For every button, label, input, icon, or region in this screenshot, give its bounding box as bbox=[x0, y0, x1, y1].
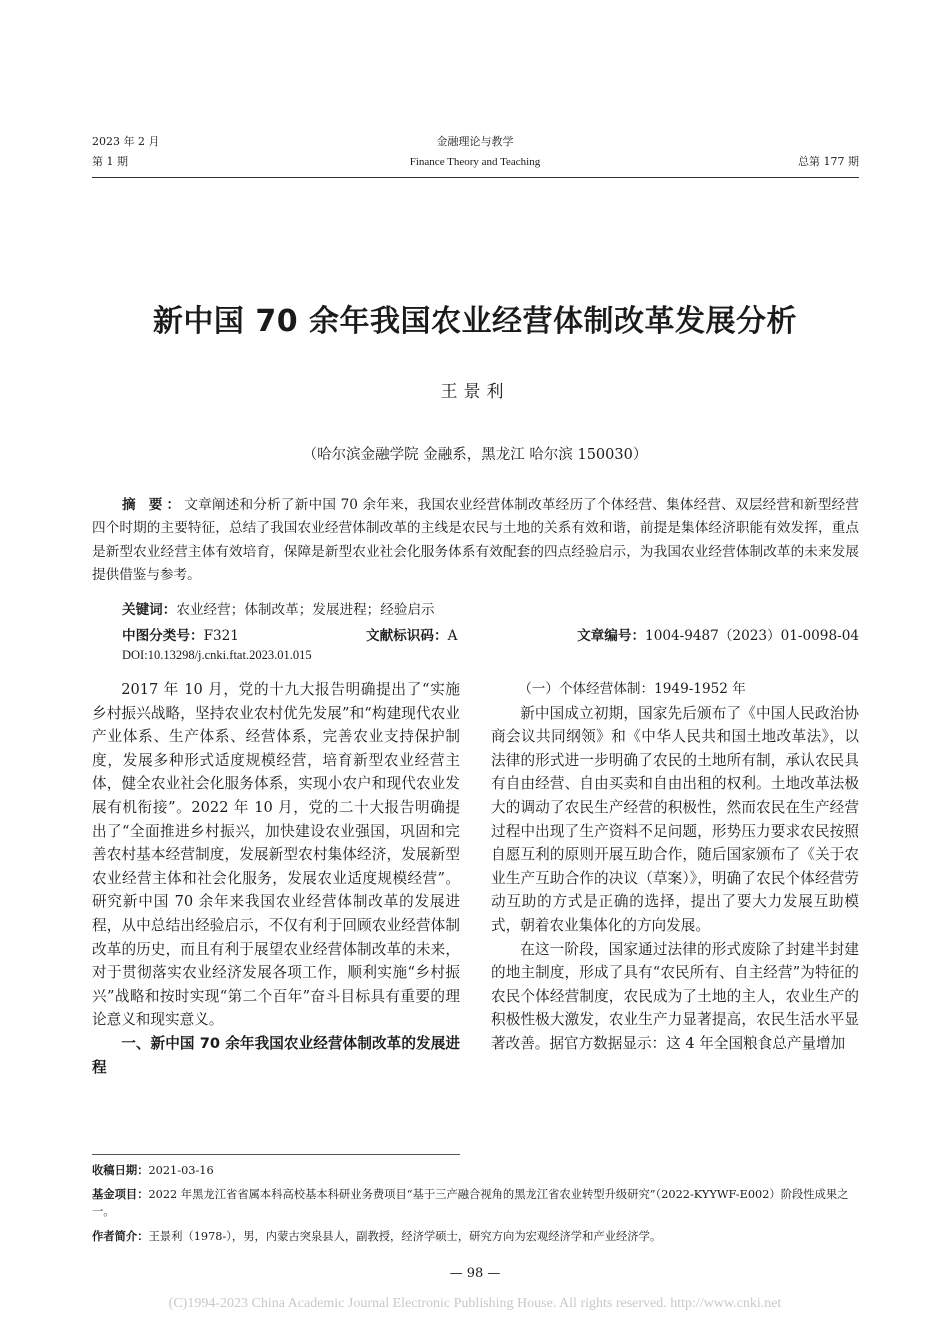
author-bio-label: 作者简介： bbox=[92, 1230, 149, 1243]
keywords-label: 关键词： bbox=[122, 602, 177, 618]
footnote-rule bbox=[92, 1154, 460, 1155]
document-code bbox=[366, 624, 457, 644]
header-rule bbox=[92, 177, 859, 178]
received-label: 收稿日期： bbox=[92, 1164, 149, 1177]
article-author: 王景利 bbox=[440, 382, 510, 402]
header-journal-en: Finance Theory and Teaching bbox=[409, 156, 541, 168]
abstract bbox=[92, 494, 859, 587]
left-column bbox=[92, 678, 460, 1079]
article-label: 文章编号： bbox=[577, 628, 646, 644]
received-date: 2021-03-16 bbox=[148, 1164, 214, 1177]
article-title: 新中国 70 余年我国农业经营体制改革发展分析 bbox=[152, 304, 798, 339]
header-total-issue: 总第 177 期 bbox=[798, 155, 859, 168]
footnote-fund bbox=[92, 1186, 859, 1220]
footnote-author bbox=[92, 1228, 859, 1245]
fund-label: 基金项目： bbox=[92, 1188, 149, 1201]
header-issue: 第 1 期 bbox=[92, 155, 128, 168]
body-paragraph-2: 在这一阶段，国家通过法律的形式废除了封建半封建的地主制度，形成了具有“农民所有、自主经营”为特征的农民个体经营制度，农民成为了土地的主人，农业生产的积极性极大激发，农业生产力显著提高，农民生活水平显著改善。据官方数据显示：这 4 年全国粮食总产量增加 bbox=[491, 940, 859, 1052]
section-heading-1: 一、新中国 70 余年我国农业经营体制改革的发展进程 bbox=[92, 1034, 460, 1076]
article-value: 1004-9487（2023）01-0098-04 bbox=[645, 628, 859, 644]
copyright-watermark: (C)1994-2023 China Academic Journal Electronic Publishing House. All rights reserved. http://www.cnki.net bbox=[168, 1296, 782, 1311]
clc-label: 中图分类号： bbox=[122, 628, 204, 644]
header-journal-cn: 金融理论与教学 bbox=[436, 135, 514, 148]
footnote-received bbox=[92, 1162, 859, 1179]
doi: DOI:10.13298/j.cnki.ftat.2023.01.015 bbox=[122, 648, 312, 662]
article-number bbox=[577, 624, 859, 644]
keywords bbox=[122, 598, 435, 618]
keywords-text: 农业经营；体制改革；发展进程；经验启示 bbox=[176, 602, 435, 618]
subsection-heading-1: （一）个体经营体制：1949-1952 年 bbox=[518, 681, 746, 697]
body-paragraph-1: 新中国成立初期，国家先后颁布了《中国人民政治协商会议共同纲领》和《中华人民共和国土地改革法》，以法律的形式进一步明确了农民的土地所有制，承认农民具有自由经营、自由买卖和自由出租的权利。土地改革法极大的调动了农民生产经营的积极性，然而农民在生产经营过程中出现了生产资料不足问题，形势压力要求农民按照自愿互利的原则开展互助合作，随后国家颁布了《关于农业生产互助合作的决议（草案）》，明确了农民个体经营劳动互助的方式是正确的选择，提出了要大力发展互助模式，朝着农业集体化的方向发展。 bbox=[491, 704, 859, 934]
author-affiliation: （哈尔滨金融学院 金融系，黑龙江 哈尔滨 150030） bbox=[302, 447, 648, 463]
abstract-text: 文章阐述和分析了新中国 70 余年来，我国农业经营体制改革经历了个体经营、集体经营、双层经营和新型经营四个时期的主要特征，总结了我国农业经营体制改革的主线是农民与土地的关系有效和谐，前提是集体经济职能有效发挥，重点是新型农业经营主体有效培育，保障是新型农业社会化服务体系有效配套的四点经验启示，为我国农业经营体制改革的未来发展提供借鉴与参考。 bbox=[92, 497, 860, 583]
right-column bbox=[491, 678, 859, 1056]
author-bio: 王景利（1978-），男，内蒙古突泉县人，副教授，经济学硕士，研究方向为宏观经济学和产业经济学。 bbox=[148, 1230, 662, 1243]
doc-label: 文献标识码： bbox=[366, 628, 448, 644]
abstract-label: 摘 要： bbox=[122, 497, 185, 513]
page-number: — 98 — bbox=[449, 1266, 501, 1281]
intro-paragraph: 2017 年 10 月，党的十九大报告明确提出了“实施乡村振兴战略，坚持农业农村优先发展”和“构建现代农业产业体系、生产体系、经营体系，完善农业支持保护制度，发展多种形式适度规模经营，培育新型农业经营主体，健全农业社会化服务体系，实现小农户和现代农业发展有机衔接”。2022 年 10 月，党的二十大报告明确提出了“全面推进乡村振兴，加快建设农业强国，巩固和完善农村基本经营制度，发展新型农村集体经济，发展新型农业经营主体和社会化服务，发展农业适度规模经营”。研究新中国 70 余年来我国农业经营体制改革的发展进程，从中总结出经验启示，不仅有利于回顾农业经营体制改革的历史，而且有利于展望农业经营体制改革的未来，对于贯彻落实农业经济发展各项工作，顺利实施“乡村振兴”战略和按时实现“第二个百年”奋斗目标具有重要的理论意义和现实意义。 bbox=[92, 681, 460, 1029]
clc-value: F321 bbox=[203, 628, 239, 644]
header-date: 2023 年 2 月 bbox=[92, 135, 160, 148]
clc-number bbox=[122, 624, 239, 644]
fund-text: 2022 年黑龙江省省属本科高校基本科研业务费项目“基于三产融合视角的黑龙江省农业转型升级研究”（2022-KYYWF-E002）阶段性成果之一。 bbox=[92, 1188, 849, 1218]
doc-value: A bbox=[447, 628, 458, 644]
